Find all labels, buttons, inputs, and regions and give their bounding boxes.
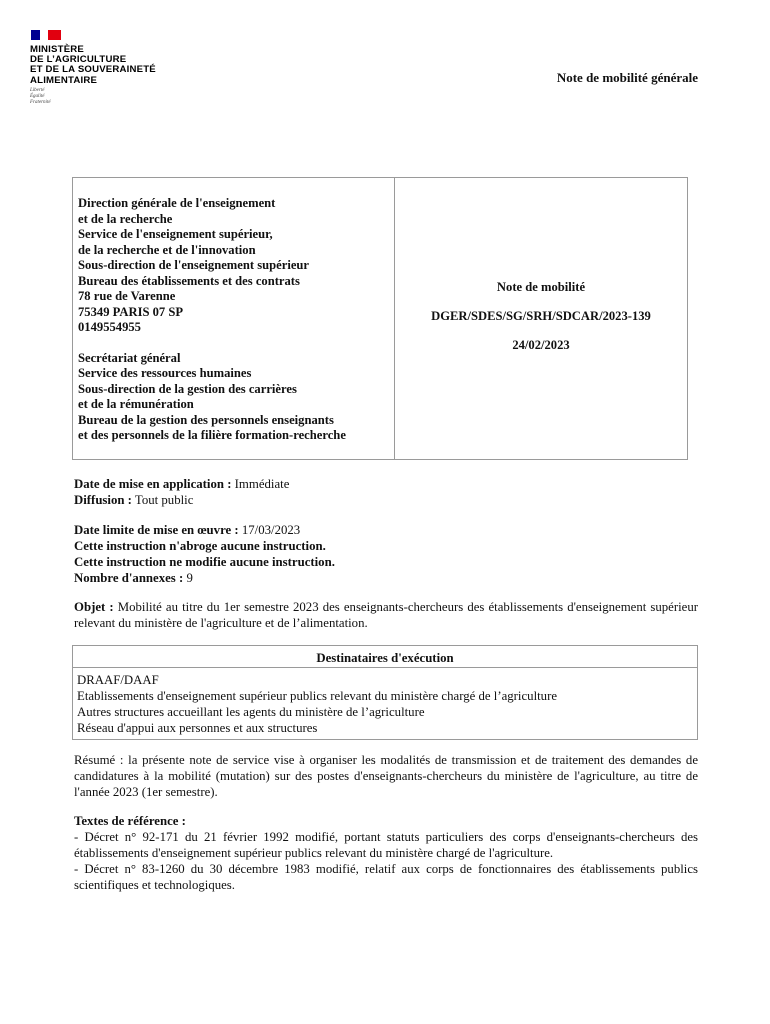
note-title: Note de mobilité	[496, 280, 586, 294]
texte-reference-item: - Décret n° 83-1260 du 30 décembre 1983 modifié, relatif aux corps de fonctionnaires des établissements publics scientifiques et technologiques.	[74, 862, 698, 892]
sender-line: Bureau de la gestion des personnels enseignants	[78, 412, 334, 427]
destinataires-title: Destinataires d'exécution	[73, 646, 697, 668]
deadline-value: 17/03/2023	[241, 523, 301, 537]
sender-address: 78 rue de Varenne	[78, 289, 176, 303]
destinataires-table	[72, 645, 698, 740]
sender-line: Sous-direction de la gestion des carrières	[78, 381, 297, 396]
sender-line: Bureau des établissements et des contrats	[78, 273, 300, 288]
abroge-statement: Cette instruction n'abroge aucune instruction.	[74, 539, 326, 553]
sender-line: et de la recherche	[78, 211, 173, 226]
objet-section	[74, 599, 698, 631]
document-type-title: Note de mobilité générale	[556, 70, 698, 85]
sender-line: Direction générale de l'enseignement	[78, 196, 276, 210]
texte-reference-item: - Décret n° 92-171 du 21 février 1992 modifié, portant statuts particuliers des corps d'enseignants-chercheurs des établissements d'enseignement supérieur publics relevant du ministère chargé de l'agriculture.	[74, 830, 698, 860]
application-section	[74, 476, 698, 508]
diffusion-value: Tout public	[134, 493, 194, 507]
diffusion-label: Diffusion :	[74, 493, 132, 507]
destinataire-item: Réseau d'appui aux personnes et aux structures	[77, 721, 318, 735]
ministry-name: MINISTÈRE DE L’AGRICULTURE ET DE LA SOUVERAINETÉ ALIMENTAIRE	[30, 44, 156, 86]
destinataire-item: DRAAF/DAAF	[77, 673, 159, 687]
objet-text: Mobilité au titre du 1er semestre 2023 des enseignants-chercheurs des établissements d'enseignement supérieur relevant du ministère de l'agriculture et de l’alimentation.	[74, 600, 699, 630]
destinataire-item: Autres structures accueillant les agents du ministère de l’agriculture	[77, 705, 425, 719]
note-date: 24/02/2023	[512, 338, 570, 352]
french-flag-icon	[31, 30, 61, 40]
deadline-label: Date limite de mise en œuvre :	[74, 523, 239, 537]
sender-line: et des personnels de la filière formation-recherche	[78, 428, 346, 442]
textes-label: Textes de référence :	[74, 814, 186, 828]
destinataire-item: Etablissements d'enseignement supérieur publics relevant du ministère chargé de l’agriculture	[77, 689, 558, 703]
ministry-logo	[30, 30, 190, 106]
application-date-value: Immédiate	[234, 477, 290, 491]
details-section	[74, 522, 698, 586]
sender-column	[73, 178, 395, 459]
note-column	[395, 178, 687, 459]
sender-line: Service de l'enseignement supérieur,	[78, 227, 273, 241]
note-reference: DGER/SDES/SG/SRH/SDCAR/2023-139	[431, 309, 651, 323]
sender-phone: 0149554955	[78, 320, 141, 334]
objet-label: Objet :	[74, 600, 114, 614]
sender-line: de la recherche et de l'innovation	[78, 242, 256, 257]
sender-line: Secrétariat général	[78, 350, 181, 365]
sender-line: et de la rémunération	[78, 397, 194, 411]
modifie-statement: Cette instruction ne modifie aucune instruction.	[74, 555, 335, 569]
sender-line: Service des ressources humaines	[78, 366, 252, 380]
textes-section	[74, 813, 698, 893]
annexes-value: 9	[186, 571, 193, 585]
destinataires-list	[73, 668, 697, 739]
sender-postcode: 75349 PARIS 07 SP	[78, 304, 184, 319]
annexes-label: Nombre d'annexes :	[74, 571, 184, 585]
sender-block-dger	[78, 196, 394, 336]
application-date-label: Date de mise en application :	[74, 477, 232, 491]
sender-block-sg	[78, 351, 394, 444]
resume-paragraph: Résumé : la présente note de service vise à organiser les modalités de transmission et de traitement des demandes de candidatures à la mobilité (mutation) sur des postes d'enseignants-chercheurs du ministère de l'agriculture, au titre de l'année 2023 (1er semestre).	[74, 753, 698, 799]
republic-motto: Liberté Égalité Fraternité	[30, 87, 51, 105]
info-box	[72, 177, 688, 460]
sender-line: Sous-direction de l'enseignement supérieur	[78, 258, 309, 272]
